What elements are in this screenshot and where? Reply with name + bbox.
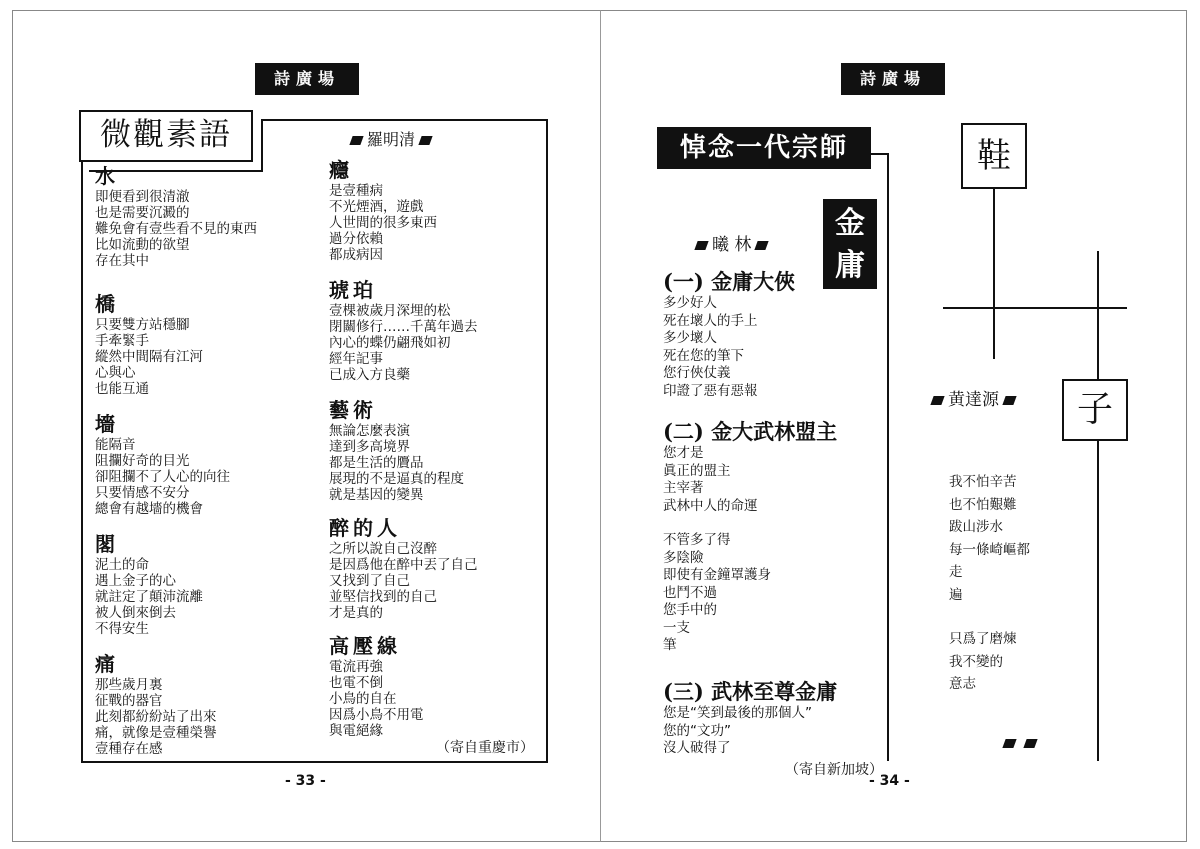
end-mark <box>999 733 1041 752</box>
short-poem: 水 即便看到很清澈 也是需要沉澱的 難免會有壹些看不見的東西 比如流動的欲望 存在其中 <box>95 164 257 269</box>
frame-line <box>887 153 889 761</box>
short-poem-title: 癮 <box>329 158 353 182</box>
poem-title-right: 悼念一代宗師 <box>657 127 871 169</box>
poem-section-title: (二) 金大武林盟主 <box>663 419 838 444</box>
page-number-right: - 34 - <box>869 773 910 789</box>
short-poem: 墻 能隔音 阻攔好奇的目光 卻阻攔不了人心的向往 只要情感不安分 總會有越墻的機會 <box>95 412 230 517</box>
short-poem: 藝術 無論怎麼表演 達到多高境界 都是生活的贗品 展現的不是逼真的程度 就是基因的變異 <box>329 398 464 503</box>
square-mark-icon <box>418 136 432 145</box>
source-note-left: （寄自重慶市） <box>436 740 534 756</box>
short-poem: 閣 泥土的命 遇上金子的心 就註定了顛沛流離 被人倒來倒去 不得安生 <box>95 532 203 637</box>
short-poem-title: 墻 <box>95 412 119 436</box>
short-poem-title: 醉的人 <box>329 516 401 540</box>
author-mid: 曦 林 <box>691 230 772 255</box>
right-page <box>600 10 1187 842</box>
poem-section-title: (一) 金庸大俠 <box>663 269 796 294</box>
poem-section: (三) 武林至尊金庸 您是“笑到最後的那個人” 您的“文功” 沒人破得了 <box>663 679 838 756</box>
author-right: 黄達源 <box>927 385 1020 410</box>
poem2-title-bottom: 子 <box>1062 379 1128 441</box>
frame-line <box>1097 441 1099 761</box>
short-poem-title: 水 <box>95 164 119 188</box>
short-poem: 癮 是壹種病 不光煙酒，遊戲 人世間的很多東西 過分依賴 都成病因 <box>329 158 437 263</box>
left-page <box>12 10 601 842</box>
section-banner-left: 詩廣場 <box>255 63 359 95</box>
short-poem: 醉的人 之所以說自己沒醉 是因爲他在醉中丟了自己 又找到了自己 並堅信找到的自己 才是真的 <box>329 516 478 621</box>
source-note-right: （寄自新加坡） <box>785 762 883 778</box>
square-mark-icon <box>1023 739 1037 748</box>
poem2-title-top: 鞋 <box>961 123 1027 189</box>
frame-line <box>993 189 995 359</box>
square-mark-icon <box>930 396 944 405</box>
poem2-body: 我不怕辛苦 也不怕艱難 跋山涉水 每一條崎嶇都 走 遍 只爲了磨煉 我不變的 意志 <box>949 474 1030 692</box>
short-poem-title: 藝術 <box>329 398 377 422</box>
short-poem-title: 橋 <box>95 292 119 316</box>
short-poem-title: 琥珀 <box>329 278 377 302</box>
short-poem-title: 閣 <box>95 532 119 556</box>
poem-section: (一) 金庸大俠 多少好人 死在壞人的手上 多少壞人 死在您的筆下 您行俠仗義 印證了惡有惡報 <box>663 269 796 399</box>
poem-title-box-left <box>79 110 253 162</box>
frame-line <box>1097 251 1099 379</box>
poem-title-left: 微觀素語 <box>100 117 232 153</box>
title-sub-box: 金 庸 <box>823 199 877 289</box>
square-mark-icon <box>1002 739 1016 748</box>
poem-section-title: (三) 武林至尊金庸 <box>663 679 838 704</box>
square-mark-icon <box>349 136 363 145</box>
page-number-left: - 33 - <box>285 773 326 789</box>
square-mark-icon <box>1002 396 1016 405</box>
short-poem-title: 高壓線 <box>329 634 401 658</box>
short-poem-title: 痛 <box>95 652 119 676</box>
poem-section: (二) 金大武林盟主 您才是 眞正的盟主 主宰著 武林中人的命運 不管多了得 多陰險 即使有金鐘罩護身 也鬥不過 您手中的 一支 筆 <box>663 419 838 653</box>
frame-line <box>943 307 1127 309</box>
square-mark-icon <box>694 241 708 250</box>
square-mark-icon <box>755 241 769 250</box>
section-banner-right: 詩廣場 <box>841 63 945 95</box>
short-poem: 橋 只要雙方站穩腳 手牽緊手 縱然中間隔有江河 心與心 也能互通 <box>95 292 203 397</box>
short-poem: 高壓線 電流再強 也電不倒 小鳥的自在 因爲小鳥不用電 與電絕緣 <box>329 634 424 739</box>
author-left: 羅明清 <box>346 127 436 150</box>
short-poem: 痛 那些歲月裏 征戰的器官 此刻都紛紛站了出來 痛，就像是壹種榮譽 壹種存在感 <box>95 652 217 757</box>
short-poem: 琥珀 壹棵被歲月深埋的松 閉關修行……千萬年過去 內心的蝶仍翩飛如初 經年記事 已成入方良藥 <box>329 278 478 383</box>
